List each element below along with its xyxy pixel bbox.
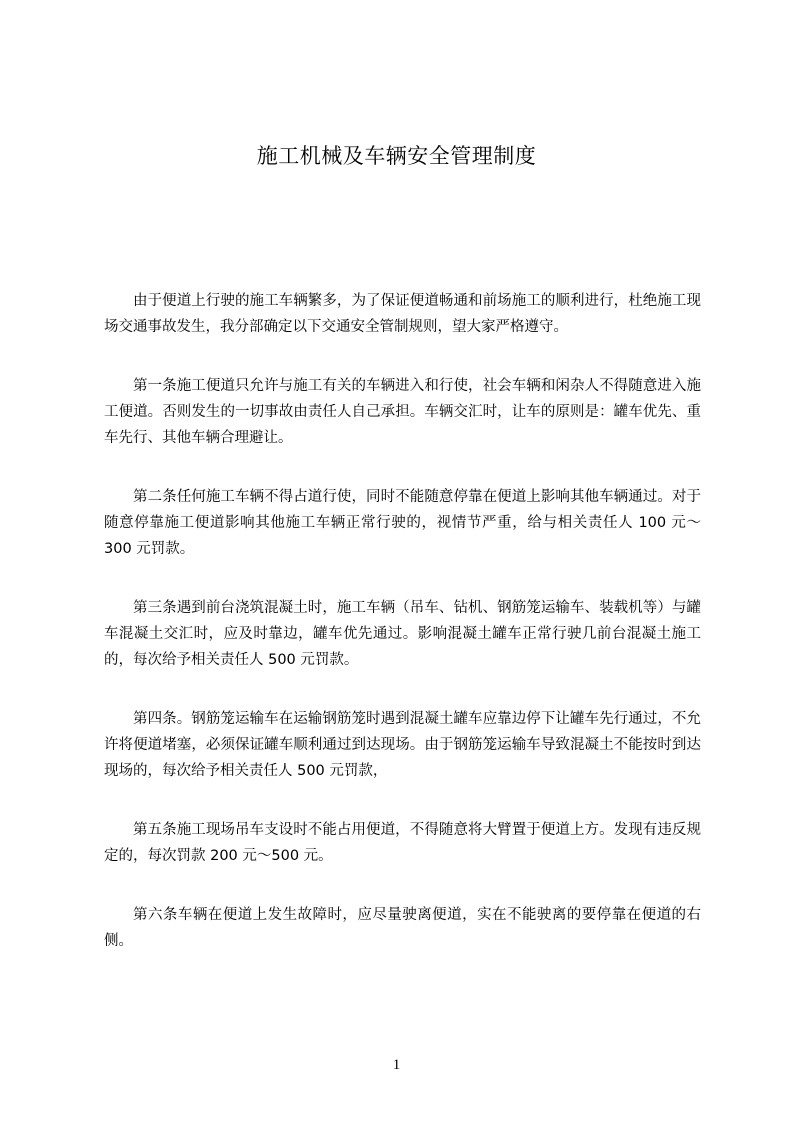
page-number: 1 (392, 1057, 401, 1073)
paragraph-article-6: 第六条车辆在便道上发生故障时，应尽量驶离便道，实在不能驶离的要停靠在便道的右侧。 (104, 907, 701, 949)
paragraph-article-4: 第四条。钢筋笼运输车在运输钢筋笼时遇到混凝土罐车应靠边停下让罐车先行通过，不允许将便道堵塞，必须保证罐车顺利通过到达现场。由于钢筋笼运输车导致混凝土不能按时到达现场的，每次给予相关责任人 500 元罚款， (104, 711, 701, 779)
paragraph-article-2: 第二条任何施工车辆不得占道行使，同时不能随意停靠在便道上影响其他车辆通过。对于随意停靠施工便道影响其他施工车辆正常行驶的，视情节严重，给与相关责任人 100 元～300 元罚款。 (104, 489, 701, 557)
document-title: 施工机械及车辆安全管理制度 (256, 144, 537, 168)
paragraph-article-3: 第三条遇到前台浇筑混凝土时，施工车辆（吊车、钻机、钢筋笼运输车、装载机等）与罐车混凝土交汇时，应及时靠边，罐车优先通过。影响混凝土罐车正常行驶几前台混凝土施工的，每次给予相关责任人 500 元罚款。 (104, 600, 701, 668)
document-body (104, 288, 701, 987)
paragraph-article-1: 第一条施工便道只允许与施工有关的车辆进入和行使，社会车辆和闲杂人不得随意进入施工便道。否则发生的一切事故由责任人自己承担。车辆交汇时，让车的原则是：罐车优先、重车先行、其他车辆合理避让。 (104, 378, 701, 446)
paragraph-intro: 由于便道上行驶的施工车辆繁多，为了保证便道畅通和前场施工的顺利进行，杜绝施工现场交通事故发生，我分部确定以下交通安全管制规则，望大家严格遵守。 (104, 293, 701, 335)
paragraph-article-5: 第五条施工现场吊车支设时不能占用便道，不得随意将大臂置于便道上方。发现有违反规定的，每次罚款 200 元～500 元。 (104, 822, 701, 864)
